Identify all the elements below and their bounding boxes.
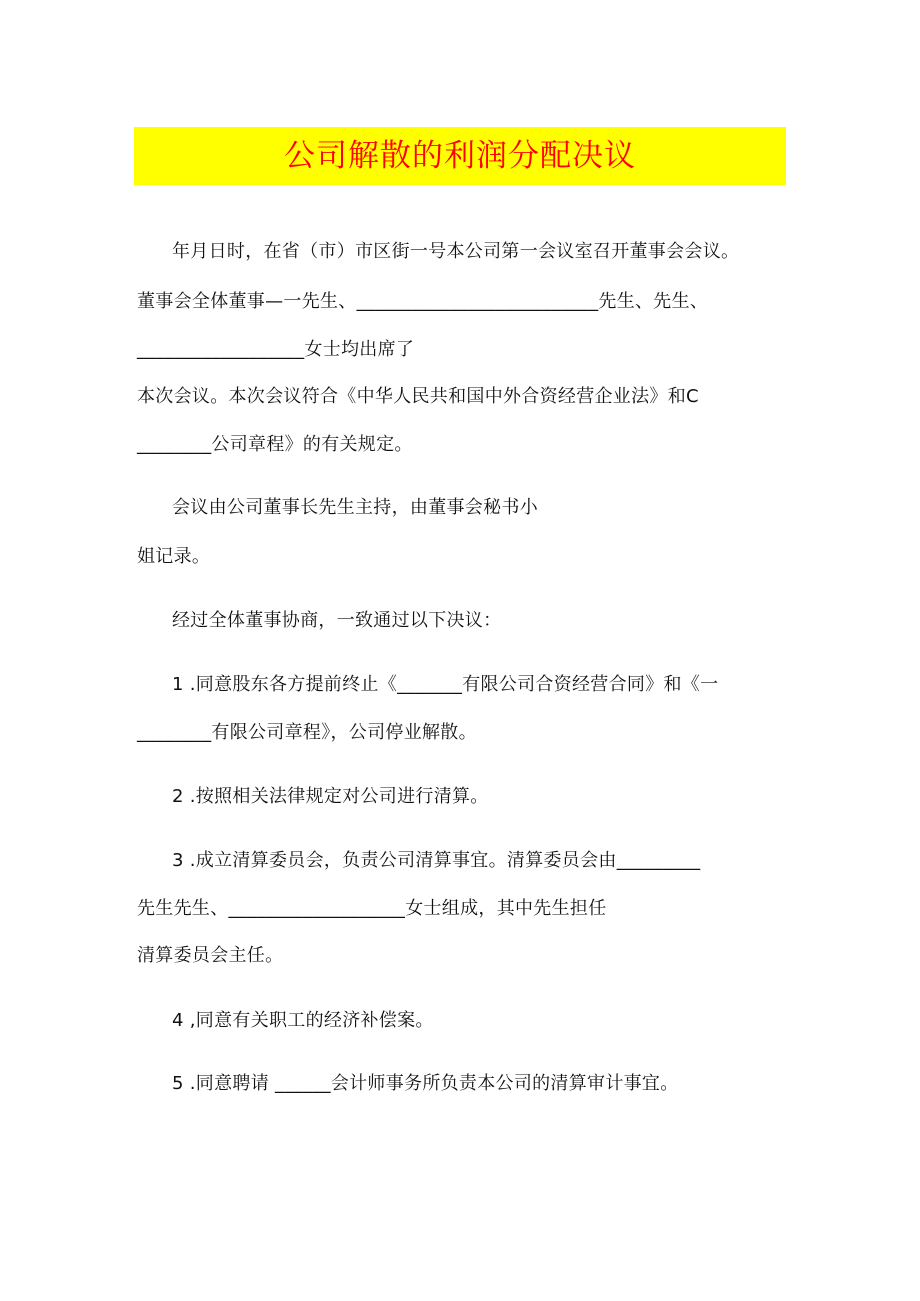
resolution-item-3-line-3: 清算委员会主任。 — [137, 945, 284, 966]
resolution-item-5: 5 .同意聘请 ______会计师事务所负责本公司的清算审计事宜。 — [172, 1073, 679, 1094]
title-banner — [134, 127, 786, 185]
resolution-item-3-line-1: 3 .成立清算委员会，负责公司清算事宜。清算委员会由_________ — [172, 850, 701, 871]
resolution-item-1-line-2: ________有限公司章程》，公司停业解散。 — [137, 722, 477, 743]
resolution-item-2: 2 .按照相关法律规定对公司进行清算。 — [172, 786, 489, 807]
resolution-item-1-line-1: 1 .同意股东各方提前终止《_______有限公司合资经营合同》和《一 — [172, 674, 719, 695]
document-title: 公司解散的利润分配决议 — [284, 137, 636, 174]
paragraph-resolution-intro: 经过全体董事协商，一致通过以下决议： — [172, 610, 502, 631]
paragraph-meeting-line-5: ________公司章程》的有关规定。 — [137, 434, 413, 455]
resolution-item-4: 4 ,同意有关职工的经济补偿案。 — [172, 1010, 434, 1031]
paragraph-meeting-line-2: 董事会全体董事—一先生、__________________________先生、先生、 — [137, 291, 709, 312]
paragraph-host-line-2: 姐记录。 — [137, 546, 211, 567]
paragraph-meeting-line-3: __________________女士均出席了 — [137, 339, 415, 360]
paragraph-meeting-line-4: 本次会议。本次会议符合《中华人民共和国中外合资经营企业法》和C — [137, 386, 699, 407]
paragraph-host-line-1: 会议由公司董事长先生主持，由董事会秘书小 — [172, 497, 538, 518]
paragraph-meeting-line-1: 年月日时，在省（市）市区街一号本公司第一会议室召开董事会会议。 — [172, 241, 740, 262]
resolution-item-3-line-2: 先生先生、___________________女士组成，其中先生担任 — [137, 898, 607, 919]
